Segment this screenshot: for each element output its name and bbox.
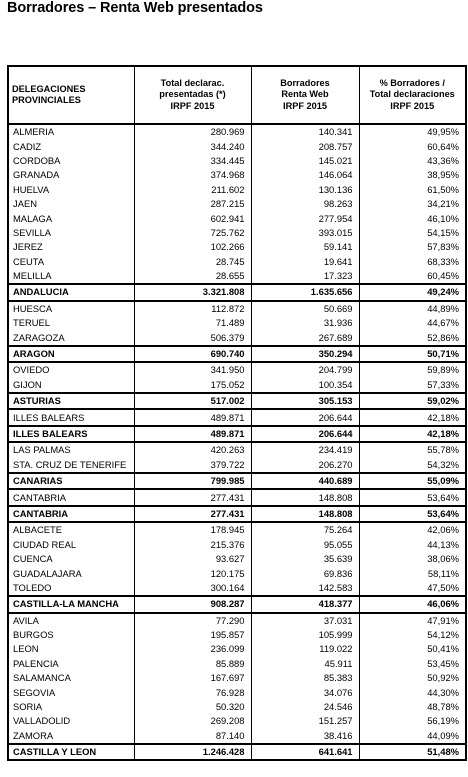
cell-delegacion: LEON — [8, 642, 134, 656]
cell-porcentaje: 55,78% — [359, 442, 466, 457]
table-row — [8, 240, 466, 254]
cell-delegacion: ASTURIAS — [8, 393, 134, 409]
table-row — [8, 671, 466, 685]
cell-porcentaje: 68,33% — [359, 255, 466, 269]
cell-delegacion: ZARAGOZA — [8, 330, 134, 345]
cell-delegacion: CANARIAS — [8, 473, 134, 489]
table-row — [8, 642, 466, 656]
table-row — [8, 458, 466, 473]
cell-borradores: 95.055 — [251, 538, 359, 552]
table-body — [8, 124, 466, 760]
cell-porcentaje: 53,45% — [359, 657, 466, 671]
cell-delegacion: ALMERIA — [8, 124, 134, 139]
header-porcentaje: % Borradores / Total declaraciones IRPF 2015 — [359, 66, 466, 124]
cell-total-declaraciones: 85.889 — [134, 657, 251, 671]
cell-total-declaraciones: 690.740 — [134, 346, 251, 362]
page-title: Borradores – Renta Web presentados — [7, 0, 263, 16]
cell-total-declaraciones: 178.945 — [134, 522, 251, 537]
cell-total-declaraciones: 334.445 — [134, 154, 251, 168]
cell-delegacion: JEREZ — [8, 240, 134, 254]
cell-porcentaje: 54,32% — [359, 458, 466, 473]
cell-porcentaje: 61,50% — [359, 183, 466, 197]
cell-delegacion: CIUDAD REAL — [8, 538, 134, 552]
header-borradores: Borradores Renta Web IRPF 2015 — [251, 66, 359, 124]
cell-porcentaje: 55,09% — [359, 473, 466, 489]
cell-delegacion: LAS PALMAS — [8, 442, 134, 457]
table-row — [8, 330, 466, 345]
cell-total-declaraciones: 506.379 — [134, 330, 251, 345]
cell-borradores: 75.264 — [251, 522, 359, 537]
table-row — [8, 124, 466, 139]
cell-porcentaje: 57,33% — [359, 378, 466, 393]
cell-borradores: 130.136 — [251, 183, 359, 197]
cell-delegacion: TOLEDO — [8, 581, 134, 596]
table-row-total — [8, 473, 466, 489]
cell-total-declaraciones: 87.140 — [134, 729, 251, 744]
cell-borradores: 146.064 — [251, 168, 359, 182]
cell-total-declaraciones: 341.950 — [134, 362, 251, 377]
cell-total-declaraciones: 725.762 — [134, 226, 251, 240]
cell-borradores: 69.836 — [251, 566, 359, 580]
cell-porcentaje: 50,71% — [359, 346, 466, 362]
cell-borradores: 1.635.656 — [251, 284, 359, 300]
cell-total-declaraciones: 287.215 — [134, 197, 251, 211]
cell-porcentaje: 51,48% — [359, 744, 466, 760]
cell-delegacion: CADIZ — [8, 139, 134, 153]
cell-porcentaje: 54,15% — [359, 226, 466, 240]
cell-porcentaje: 44,30% — [359, 685, 466, 699]
cell-porcentaje: 34,21% — [359, 197, 466, 211]
cell-total-declaraciones: 420.263 — [134, 442, 251, 457]
cell-borradores: 140.341 — [251, 124, 359, 139]
cell-borradores: 34.076 — [251, 685, 359, 699]
cell-porcentaje: 47,50% — [359, 581, 466, 596]
cell-porcentaje: 50,92% — [359, 671, 466, 685]
cell-borradores: 145.021 — [251, 154, 359, 168]
cell-porcentaje: 38,06% — [359, 552, 466, 566]
cell-borradores: 440.689 — [251, 473, 359, 489]
header-total-declaraciones: Total declarac. presentadas (*) IRPF 2015 — [134, 66, 251, 124]
cell-borradores: 267.689 — [251, 330, 359, 345]
cell-total-declaraciones: 28.745 — [134, 255, 251, 269]
cell-total-declaraciones: 344.240 — [134, 139, 251, 153]
cell-borradores: 350.294 — [251, 346, 359, 362]
cell-total-declaraciones: 50.320 — [134, 700, 251, 714]
cell-delegacion: HUELVA — [8, 183, 134, 197]
cell-delegacion: ARAGON — [8, 346, 134, 362]
cell-borradores: 105.999 — [251, 628, 359, 642]
table-row-total — [8, 744, 466, 760]
cell-delegacion: AVILA — [8, 613, 134, 628]
table-row-total — [8, 426, 466, 442]
cell-delegacion: HUESCA — [8, 301, 134, 316]
cell-total-declaraciones: 300.164 — [134, 581, 251, 596]
cell-borradores: 50.669 — [251, 301, 359, 316]
cell-delegacion: CEUTA — [8, 255, 134, 269]
cell-total-declaraciones: 211.602 — [134, 183, 251, 197]
cell-delegacion: CASTILLA Y LEON — [8, 744, 134, 760]
cell-delegacion: TERUEL — [8, 316, 134, 330]
table-row — [8, 552, 466, 566]
cell-total-declaraciones: 1.246.428 — [134, 744, 251, 760]
cell-borradores: 19.641 — [251, 255, 359, 269]
cell-delegacion: CASTILLA-LA MANCHA — [8, 596, 134, 612]
table-row-total — [8, 596, 466, 612]
cell-borradores: 208.757 — [251, 139, 359, 153]
table-row — [8, 685, 466, 699]
cell-borradores: 119.022 — [251, 642, 359, 656]
cell-porcentaje: 56,19% — [359, 714, 466, 728]
table-row — [8, 378, 466, 393]
table-row — [8, 581, 466, 596]
cell-delegacion: STA. CRUZ DE TENERIFE — [8, 458, 134, 473]
cell-porcentaje: 46,06% — [359, 596, 466, 612]
cell-total-declaraciones: 102.266 — [134, 240, 251, 254]
cell-delegacion: CUENCA — [8, 552, 134, 566]
cell-total-declaraciones: 277.431 — [134, 489, 251, 505]
table-row — [8, 628, 466, 642]
table-row-total — [8, 506, 466, 522]
cell-porcentaje: 42,06% — [359, 522, 466, 537]
table-row — [8, 409, 466, 425]
cell-porcentaje: 38,95% — [359, 168, 466, 182]
cell-porcentaje: 60,45% — [359, 269, 466, 284]
cell-total-declaraciones: 236.099 — [134, 642, 251, 656]
cell-porcentaje: 52,86% — [359, 330, 466, 345]
cell-borradores: 305.153 — [251, 393, 359, 409]
cell-delegacion: VALLADOLID — [8, 714, 134, 728]
cell-borradores: 206.644 — [251, 426, 359, 442]
cell-total-declaraciones: 379.722 — [134, 458, 251, 473]
cell-porcentaje: 42,18% — [359, 409, 466, 425]
table-row — [8, 301, 466, 316]
cell-total-declaraciones: 374.968 — [134, 168, 251, 182]
table-row — [8, 522, 466, 537]
cell-total-declaraciones: 3.321.808 — [134, 284, 251, 300]
header-delegaciones: DELEGACIONES PROVINCIALES — [8, 66, 134, 124]
cell-porcentaje: 58,11% — [359, 566, 466, 580]
table-row — [8, 442, 466, 457]
table-row — [8, 197, 466, 211]
cell-porcentaje: 50,41% — [359, 642, 466, 656]
cell-delegacion: GRANADA — [8, 168, 134, 182]
cell-porcentaje: 53,64% — [359, 506, 466, 522]
cell-delegacion: ANDALUCIA — [8, 284, 134, 300]
cell-borradores: 45.911 — [251, 657, 359, 671]
cell-borradores: 37.031 — [251, 613, 359, 628]
cell-delegacion: ILLES BALEARS — [8, 426, 134, 442]
cell-porcentaje: 43,36% — [359, 154, 466, 168]
cell-borradores: 24.546 — [251, 700, 359, 714]
cell-delegacion: PALENCIA — [8, 657, 134, 671]
cell-delegacion: CANTABRIA — [8, 506, 134, 522]
table-row-total — [8, 284, 466, 300]
cell-borradores: 641.641 — [251, 744, 359, 760]
cell-delegacion: CORDOBA — [8, 154, 134, 168]
cell-borradores: 151.257 — [251, 714, 359, 728]
table-row-total — [8, 346, 466, 362]
cell-total-declaraciones: 175.052 — [134, 378, 251, 393]
cell-borradores: 17.323 — [251, 269, 359, 284]
cell-porcentaje: 49,24% — [359, 284, 466, 300]
cell-porcentaje: 49,95% — [359, 124, 466, 139]
cell-borradores: 418.377 — [251, 596, 359, 612]
cell-total-declaraciones: 28.655 — [134, 269, 251, 284]
cell-porcentaje: 48,78% — [359, 700, 466, 714]
cell-porcentaje: 60,64% — [359, 139, 466, 153]
cell-borradores: 204.799 — [251, 362, 359, 377]
cell-total-declaraciones: 489.871 — [134, 409, 251, 425]
cell-delegacion: SALAMANCA — [8, 671, 134, 685]
table-row — [8, 255, 466, 269]
table-row — [8, 729, 466, 744]
cell-porcentaje: 54,12% — [359, 628, 466, 642]
cell-total-declaraciones: 76.928 — [134, 685, 251, 699]
header-row — [8, 66, 466, 124]
cell-total-declaraciones: 269.208 — [134, 714, 251, 728]
cell-borradores: 277.954 — [251, 211, 359, 225]
table-row — [8, 613, 466, 628]
cell-porcentaje: 44,89% — [359, 301, 466, 316]
cell-porcentaje: 47,91% — [359, 613, 466, 628]
cell-total-declaraciones: 280.969 — [134, 124, 251, 139]
cell-total-declaraciones: 517.002 — [134, 393, 251, 409]
cell-total-declaraciones: 120.175 — [134, 566, 251, 580]
cell-delegacion: ILLES BALEARS — [8, 409, 134, 425]
cell-delegacion: CANTABRIA — [8, 489, 134, 505]
cell-porcentaje: 59,89% — [359, 362, 466, 377]
cell-porcentaje: 44,13% — [359, 538, 466, 552]
table-row — [8, 316, 466, 330]
cell-total-declaraciones: 167.697 — [134, 671, 251, 685]
table-row — [8, 139, 466, 153]
table-row — [8, 183, 466, 197]
cell-delegacion: JAEN — [8, 197, 134, 211]
cell-borradores: 148.808 — [251, 506, 359, 522]
table-row — [8, 226, 466, 240]
declarations-table — [7, 65, 467, 761]
cell-total-declaraciones: 77.290 — [134, 613, 251, 628]
cell-porcentaje: 57,83% — [359, 240, 466, 254]
cell-porcentaje: 59,02% — [359, 393, 466, 409]
table-row — [8, 700, 466, 714]
cell-delegacion: SEGOVIA — [8, 685, 134, 699]
cell-delegacion: GIJON — [8, 378, 134, 393]
table-row — [8, 657, 466, 671]
table-row — [8, 168, 466, 182]
table-row — [8, 154, 466, 168]
table-row — [8, 362, 466, 377]
cell-porcentaje: 44,67% — [359, 316, 466, 330]
cell-borradores: 59.141 — [251, 240, 359, 254]
table-row-total — [8, 393, 466, 409]
table-row — [8, 211, 466, 225]
cell-total-declaraciones: 93.627 — [134, 552, 251, 566]
cell-total-declaraciones: 799.985 — [134, 473, 251, 489]
cell-delegacion: ALBACETE — [8, 522, 134, 537]
cell-borradores: 85.383 — [251, 671, 359, 685]
cell-porcentaje: 42,18% — [359, 426, 466, 442]
cell-total-declaraciones: 71.489 — [134, 316, 251, 330]
cell-borradores: 148.808 — [251, 489, 359, 505]
cell-borradores: 393.015 — [251, 226, 359, 240]
cell-total-declaraciones: 277.431 — [134, 506, 251, 522]
table-row — [8, 538, 466, 552]
cell-borradores: 100.354 — [251, 378, 359, 393]
cell-delegacion: BURGOS — [8, 628, 134, 642]
table-row — [8, 714, 466, 728]
cell-total-declaraciones: 908.287 — [134, 596, 251, 612]
cell-delegacion: MELILLA — [8, 269, 134, 284]
cell-total-declaraciones: 602.941 — [134, 211, 251, 225]
cell-borradores: 35.639 — [251, 552, 359, 566]
cell-delegacion: OVIEDO — [8, 362, 134, 377]
cell-total-declaraciones: 112.872 — [134, 301, 251, 316]
cell-delegacion: ZAMORA — [8, 729, 134, 744]
cell-total-declaraciones: 195.857 — [134, 628, 251, 642]
cell-porcentaje: 53,64% — [359, 489, 466, 505]
cell-borradores: 206.644 — [251, 409, 359, 425]
cell-borradores: 31.936 — [251, 316, 359, 330]
cell-delegacion: MALAGA — [8, 211, 134, 225]
cell-porcentaje: 44,09% — [359, 729, 466, 744]
cell-borradores: 206.270 — [251, 458, 359, 473]
table-row — [8, 566, 466, 580]
cell-borradores: 38.416 — [251, 729, 359, 744]
cell-delegacion: GUADALAJARA — [8, 566, 134, 580]
cell-borradores: 98.263 — [251, 197, 359, 211]
cell-borradores: 142.583 — [251, 581, 359, 596]
cell-delegacion: SEVILLA — [8, 226, 134, 240]
cell-porcentaje: 46,10% — [359, 211, 466, 225]
table-row — [8, 489, 466, 505]
cell-delegacion: SORIA — [8, 700, 134, 714]
cell-total-declaraciones: 489.871 — [134, 426, 251, 442]
table-row — [8, 269, 466, 284]
cell-borradores: 234.419 — [251, 442, 359, 457]
cell-total-declaraciones: 215.376 — [134, 538, 251, 552]
